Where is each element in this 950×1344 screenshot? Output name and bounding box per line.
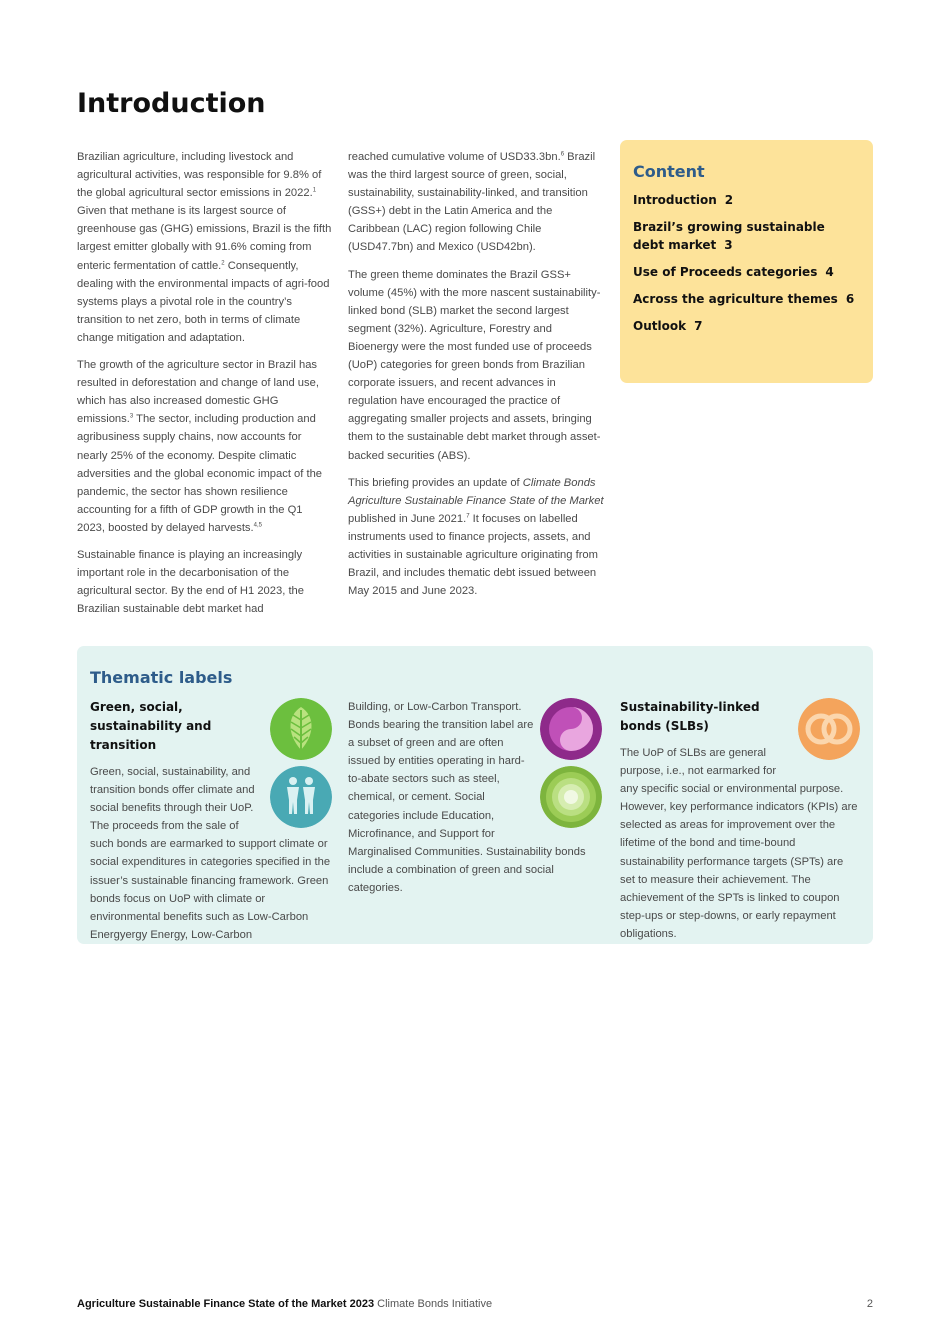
toc-item-introduction[interactable]: Introduction 2 (633, 193, 734, 207)
thematic-paragraph: Building, or Low-Carbon Transport. Bonds bearing the transition label are a subset of green and are often issued by entities operating in hard-to-abate sectors such as steel, chemical, or cement. Social categories include Education, Microfinance, and Support for Marginalised Communities. Sustainability bonds include a combination of green and social categories. (348, 701, 586, 894)
intro-paragraph: This briefing provides an update of Climate Bonds Agriculture Sustainable Finance State of the Market published in June 2021.$^7$ It focuses on labelled instruments used to finance projects, assets, and activities in sustainable agriculture originating from Brazil, and includes thematic debt issued between May 2015 and June 2023. (348, 476, 604, 598)
intro-paragraph: The growth of the agriculture sector in Brazil has resulted in deforestation and change of land use, which has also increased domestic GHG emissions.$^3$ The sector, including production and agribusiness supply chains, now accounts for nearly 25% of the economy. Despite climatic adversities and the global economic impact of the pandemic, the sector has shown resilience accounting for a fifth of GDP growth in the Q1 2023, boosted by delayed harvests.$^{4,5}$ (77, 359, 323, 534)
toc-item-outlook[interactable]: Outlook 7 (633, 319, 703, 333)
people-icon (270, 766, 332, 828)
intro-paragraph: reached cumulative volume of USD33.3bn.$^6$ Brazil was the third largest source of green, social, sustainability, sustainability-linked, and transition (GSS+) debt in the Latin America and the Caribbean (LAC) region following Chile (USD47.7bn) and Mexico (USD42bn). (348, 151, 596, 254)
page-number: 2 (866, 1298, 873, 1310)
transition-swirl-icon (540, 698, 602, 760)
thematic-column-1 (90, 698, 332, 944)
thematic-title: Thematic labels (90, 668, 233, 687)
thematic-column-2 (348, 698, 602, 897)
thematic-labels-box (77, 646, 873, 944)
toc-item-use-of-proceeds[interactable]: Use of Proceeds categories 4 (633, 265, 834, 279)
linked-rings-icon (798, 698, 860, 760)
leaf-icon (270, 698, 332, 760)
page-title: Introduction (77, 88, 266, 119)
thematic-column-3 (620, 698, 860, 943)
toc-item-debt-market[interactable]: Brazil’s growing sustainable debt market 3 (633, 220, 825, 252)
intro-column-1 (77, 148, 333, 627)
thematic-paragraph: The UoP of SLBs are general purpose, i.e., not earmarked for any specific social or environmental purpose. However, key performance indicators (KPIs) are selected as areas for improvement over the lifetime of the bond and time-bound sustainability performance targets (SPTs) are set to measure their achievement. The achievement of the SPTs is linked to coupon step-ups or step-downs, or early repayment obligations. (620, 747, 858, 940)
intro-paragraph: The green theme dominates the Brazil GSS+ volume (45%) with the more nascent sustainability-linked bond (SLB) market the second largest segment (32%). Agriculture, Forestry and Bioenergy were the most funded use of proceeds (UoP) categories for green bonds from Brazilian corporate issuers, and recent advances in regulation have encouraged the practice of aggregating smaller projects and assets, bringing them to the sustainable debt market through asset-backed securities (ABS). (348, 268, 601, 462)
contents-title: Content (633, 162, 705, 181)
thematic-subheading: Sustainability-linked bonds (SLBs) (620, 700, 760, 733)
thematic-subheading: Green, social, sustainability and transition (90, 700, 212, 752)
toc-item-agriculture-themes[interactable]: Across the agriculture themes 6 (633, 292, 855, 306)
intro-paragraph: Sustainable finance is playing an increasingly important role in the decarbonisation of the agricultural sector. By the end of H1 2023, the Brazilian sustainable debt market had (77, 548, 304, 616)
footer: Agriculture Sustainable Finance State of the Market 2023 Climate Bonds Initiative (77, 1298, 493, 1310)
intro-paragraph: Brazilian agriculture, including livestock and agricultural activities, was responsible for 9.8% of the global agricultural sector emissions in 2022.$^1$ Given that methane is its largest source of greenhouse gas (GHG) emissions, Brazil is the fifth largest emitter globally with 91.6% coming from enteric fermentation of cattle.$^2$ Consequently, dealing with the environmental impacts of agri-food systems plays a pivotal role in the country’s transition to net zero, both in terms of climate change mitigation and adaptation. (77, 151, 332, 344)
contents-box (620, 140, 873, 383)
intro-column-2 (348, 148, 604, 609)
thematic-paragraph: Green, social, sustainability, and transition bonds offer climate and social benefits through their UoP. The proceeds from the sale of such bonds are earmarked to support climate or social expenditures in categories specified in the issuer’s sustainable financing framework. Green bonds focus on UoP with climate or environmental benefits such as Low-Carbon Energyergy Energy, Low-Carbon (90, 766, 331, 941)
concentric-circles-icon (540, 766, 602, 828)
